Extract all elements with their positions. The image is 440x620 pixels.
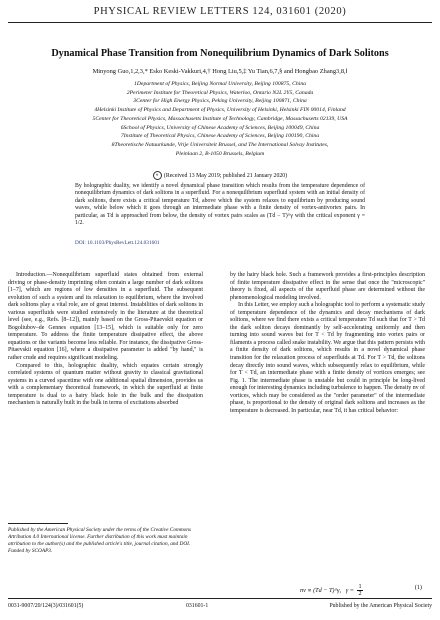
header-divider (8, 22, 432, 23)
right-column (230, 272, 425, 415)
journal-header: PHYSICAL REVIEW LETTERS 124, 031601 (2020) (93, 6, 347, 17)
body-paragraph: by the hairy black hole. Such a framework provides a first-principles description of finite temperature dissipative effect in the sense that once the "microscopic" theory is fixed, all aspects of the superfluid phase are determined without the phenomenological modeling involved. (230, 272, 425, 301)
affiliation-list (20, 80, 420, 158)
body-paragraph: Compared to this, holographic duality, which equates certain strongly correlated systems of quantum matter without gravity to classical gravitational systems in a curved spacetime with one additional spatial dimension, provides us with a complementary theoretical framework, in which the superfluid at finite temperature is dual to a hairy black hole in the bulk and the dissipation mechanism is naturally built in the bulk in terms of excitations absorbed (8, 362, 203, 407)
fraction-denominator: 2 (358, 590, 362, 597)
author-list: Minyong Guo,1,2,3,* Esko Keski-Vakkuri,4,† Hong Liu,5,‡ Yu Tian,6,7,§ and Hongbao Zhang3,8,‖ (92, 68, 348, 75)
affiliation: 6School of Physics, University of Chinese Academy of Sciences, Beijing 100049, China (120, 124, 320, 131)
fraction (357, 584, 362, 597)
equation-body (300, 584, 363, 597)
affiliation: 8Theoretische Natuurkunde, Vrije Universiteit Brussel, and The International Solvay Institutes, (111, 141, 329, 148)
license-footnote: Published by the American Physical Society under the terms of the Creative Commons Attribution 4.0 International license. Further distribution of this work must maintain attribution to the author(s) and the published article's title, journal citation, and DOI. Funded by SCOAP3. (8, 527, 191, 554)
body-paragraph: In this Letter, we employ such a holographic tool to perform a systematic study of temperature dependence of the dynamics and decay mechanisms of dark solitons, where we find there exists a critical temperature Td such that for T > Td the dark soliton decays dominantly by self-accelerating uniformly and then turning into sound waves but for T < Td by fragmenting into vortex pairs or filaments a process called snake instability. We argue that this pattern persists with a finite density of dark solitons, which results in a novel dynamical phase transition for the relaxation process of superfluids at Td. For T > Td, the solitons decay directly into sound waves, which subsequently relax to equilibrium, while for T < Td, an intermediate phase with a finite density of vortices emerges; see Fig. 1. The intermediate phase is unstable but could in principle be long-lived enough for interesting dynamics including turbulence to happen. The density nv of vortices, which may be considered as the "order parameter" of the intermediate phase, is proportional to the density of original dark solitons and increases as the temperature is decreased. In particular, near Td, it has critical behavior: (230, 302, 425, 414)
equation-lhs: nv ∝ (Td − T)^γ, (300, 586, 342, 594)
equation-number: (1) (414, 584, 422, 591)
affiliation: 1Department of Physics, Beijing Normal University, Beijing 100875, China (133, 81, 307, 87)
footer-divider (8, 598, 432, 599)
affiliation: 3Center for High Energy Physics, Peking University, Beijing 100871, China (133, 98, 307, 105)
footnote-divider (8, 523, 68, 524)
left-column (8, 272, 203, 408)
affiliation: 7Institute of Theoretical Physics, Chinese Academy of Sciences, Beijing 100190, China (120, 133, 320, 140)
affiliation: 2Perimeter Institute for Theoretical Physics, Waterloo, Ontario N2L 2Y5, Canada (126, 89, 314, 96)
affiliation: 5Center for Theoretical Physics, Massachusetts Institute of Technology, Cambridge, Massachusetts 02139, USA (92, 115, 348, 122)
affiliation: 4Helsinki Institute of Physics and Department of Physics, University of Helsinki, Helsinki FIN 00014, Finland (94, 107, 346, 114)
body-paragraph: Introduction.—Nonequilibrium superfluid states obtained from external driving or phase-density imprinting often contain a large number of dark solitons [1–7], which are regions of low densities in a superfluid. The subsequent evolution of such a system and its relaxation to equilibrium, where the involved dark solitons play a vital role, are of great interest. Instabilities of dark solitons in various superfluids were studied extensively in the literature at the theoretical level (see, e.g., Refs. [8–12]), mainly based on the Gross-Pitaevskii equation or Bogoliubov–de Gennes equation [13–15], which is suitable only for zero temperature. To address the finite temperature dissipative effect, the above equations or the variants become less reliable. For instance, the dissipative Gross-Pitaevskii equation [16], where a dissipative parameter is added "by hand," is rather crude and requires significant modeling. (8, 272, 203, 362)
paper-title: Dynamical Phase Transition from Nonequilibrium Dynamics of Dark Solitons (51, 48, 389, 59)
affiliation: Pleinlaan 2, B-1050 Brussels, Belgium (175, 150, 265, 157)
page-number: 031601-1 (186, 603, 209, 609)
open-access-icon: ◐ (153, 171, 162, 180)
doi-link[interactable]: DOI: 10.1103/PhysRevLett.124.031601 (75, 240, 160, 246)
received-dates: (Received 13 May 2019; published 21 January 2020) (163, 172, 288, 179)
received-line (20, 171, 420, 180)
fraction-numerator: 1 (358, 583, 362, 590)
equation-gamma: γ = (345, 586, 354, 594)
abstract: By holographic duality, we identify a novel dynamical phase transition which results from the temperature dependence of nonequilibrium dynamics of dark solitons in a superfluid. For a nonequilibrium superfluid system with an initial density of dark solitons, there exists a critical temperature Td, above which the system relaxes to equilibrium by producing sound waves, while below which it goes through an intermediate phase with a finite density of vortex-antivortex pairs. In particular, as Td is approached from below, the density of vortex pairs scales as (Td − T)^γ with the critical exponent γ = 1/2. (75, 183, 365, 227)
publisher-line: Published by the American Physical Society (329, 603, 432, 609)
footer-code: 0031-9007/20/124(3)/031601(5) (8, 603, 84, 609)
